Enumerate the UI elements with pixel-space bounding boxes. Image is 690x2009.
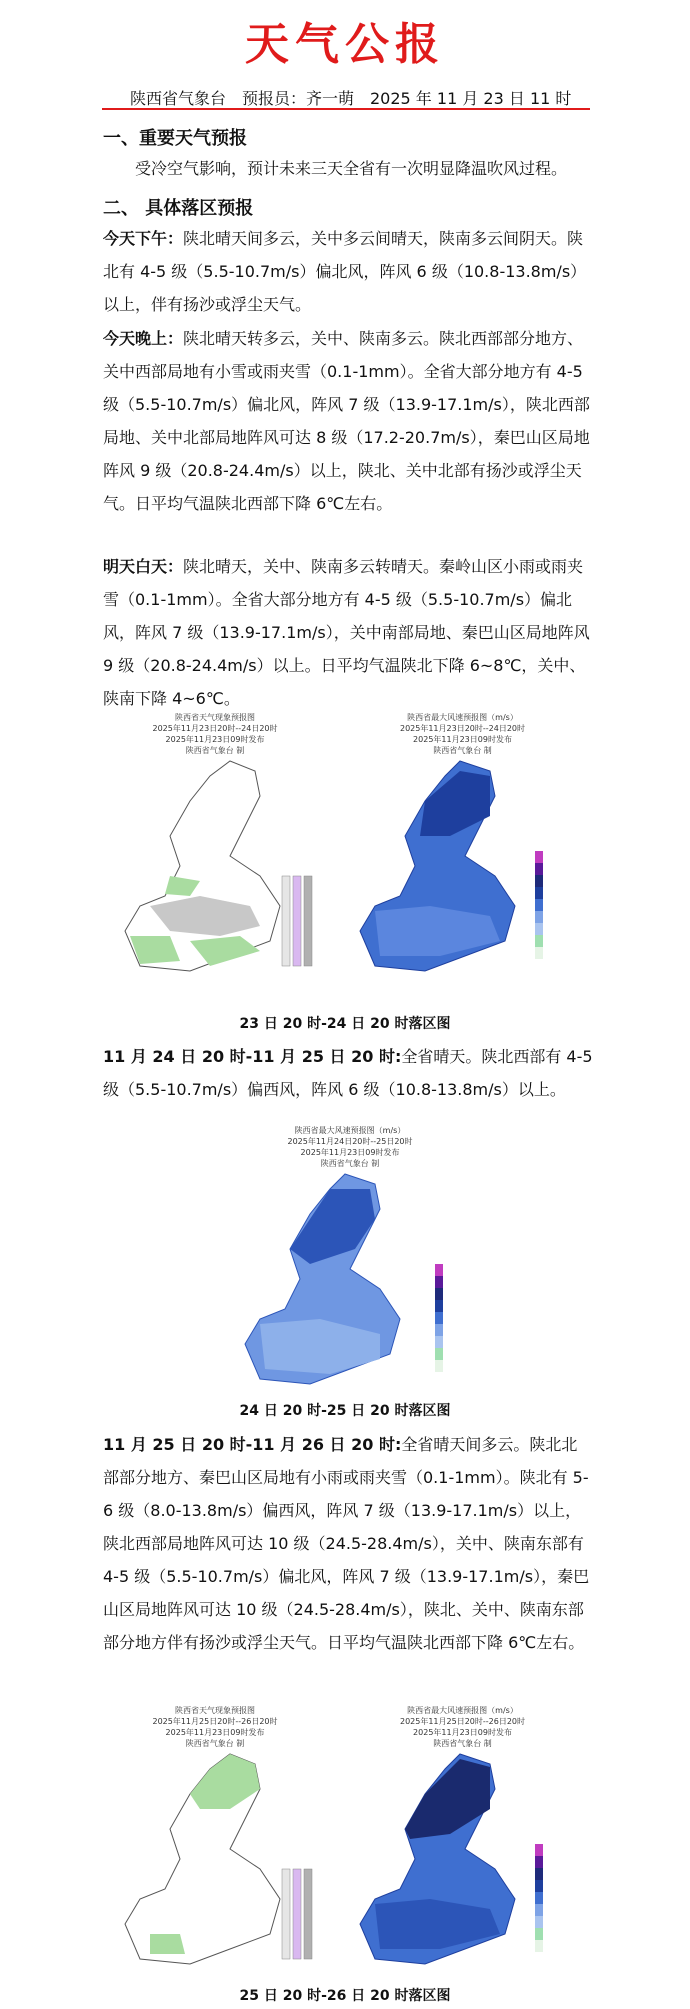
forecast-body: 陕北晴天，关中、陕南多云转晴天。秦岭山区小雨或雨夹雪（0.1-1mm）。全省大部分地方有 4-5 级（5.5-10.7m/s）偏北风，阵风 7 级（13.9-17.1m/s），关中南部局地、秦巴山区局地阵风 9 级（20.8-24.4m/s）以上。日平均气温陕北下降 6~8℃，关中、陕南下降 4~6℃。: [103, 557, 590, 708]
shaanxi-weather-map: [110, 1749, 320, 1974]
map-title: 陕西省最大风速预报图（m/s）: [294, 1126, 406, 1135]
map-org: 陕西省气象台 制: [433, 1739, 492, 1748]
map-title: 陕西省最大风速预报图（m/s）: [407, 713, 518, 722]
map-period: 2025年11月24日20时--25日20时: [287, 1137, 413, 1146]
wind-legend: [535, 851, 543, 959]
map-period: 2025年11月23日20时--24日20时: [152, 724, 278, 733]
map-title: 陕西省天气现象预报图: [175, 713, 255, 722]
map-org: 陕西省气象台 制: [185, 746, 245, 755]
shaanxi-wind-map: [350, 756, 575, 981]
map-issued: 2025年11月23日09时发布: [413, 1728, 512, 1737]
map-weather-25-26: [110, 1705, 320, 1975]
map-issued: 2025年11月23日09时发布: [300, 1148, 400, 1157]
caption-map-1: 23 日 20 时-24 日 20 时落区图: [239, 1016, 451, 1032]
map-weather-23-24: [110, 712, 320, 982]
forecast-lead: 今天晚上：: [103, 329, 184, 348]
map-issued: 2025年11月23日09时发布: [413, 735, 512, 744]
forecast-lead: 11 月 25 日 20 时-11 月 26 日 20 时:: [103, 1435, 402, 1454]
forecast-body: 陕北晴天转多云，关中、陕南多云。陕北西部部分地方、关中西部局地有小雪或雨夹雪（0.1-1mm）。全省大部分地方有 4-5 级（5.5-10.7m/s）偏北风，阵风 7 级（13.9-17.1m/s），陕北西部局地、关中北部局地阵风可达 8 级（17.2-20.7m/s），秦巴山区局地阵风 9 级（20.8-24.4m/s）以上，陕北、关中北部有扬沙或浮尘天气。日平均气温陕北西部下降 6℃左右。: [103, 329, 590, 513]
map-org: 陕西省气象台 制: [433, 746, 492, 755]
map-period: 2025年11月25日20时--26日20时: [152, 1717, 278, 1726]
byline: 陕西省气象台 预报员：齐一萌 2025 年 11 月 23 日 11 时: [130, 89, 572, 108]
forecast-lead: 明天白天：: [103, 557, 184, 576]
map-issued: 2025年11月23日09时发布: [165, 735, 265, 744]
forecast-body: 陕北晴天间多云，关中多云间晴天，陕南多云间阴天。陕北有 4-5 级（5.5-10.7m/s）偏北风，阵风 6 级（10.8-13.8m/s）以上，伴有扬沙或浮尘天气。: [103, 229, 587, 314]
forecast-lead: 今天下午：: [103, 229, 184, 248]
shaanxi-wind-map: [350, 1749, 575, 1974]
caption-map-2: 24 日 20 时-25 日 20 时落区图: [239, 1403, 451, 1419]
forecast-body: 全省晴天。陕北西部有 4-5 级（5.5-10.7m/s）偏西风，阵风 6 级（10.8-13.8m/s）以上。: [103, 1047, 593, 1099]
forecast-25-26: [103, 1428, 593, 1659]
wind-legend: [435, 1264, 443, 1372]
map-title: 陕西省天气现象预报图: [175, 1706, 255, 1715]
section-2-heading: 二、 具体落区预报: [103, 198, 254, 219]
caption-map-3: 25 日 20 时-26 日 20 时落区图: [239, 1988, 451, 2004]
map-org: 陕西省气象台 制: [320, 1159, 380, 1168]
section-1-heading: 一、重要天气预报: [103, 128, 247, 149]
map-title: 陕西省最大风速预报图（m/s）: [407, 1706, 518, 1715]
forecast-lead: 11 月 24 日 20 时-11 月 25 日 20 时:: [103, 1047, 402, 1066]
forecast-tomorrow-day: [103, 550, 593, 715]
header-rule: [102, 108, 590, 110]
masthead-title: 天气公报: [245, 19, 445, 70]
map-issued: 2025年11月23日09时发布: [165, 1728, 265, 1737]
section-1-text: 受冷空气影响，预计未来三天全省有一次明显降温吹风过程。: [135, 159, 568, 178]
map-wind-23-24: [350, 712, 575, 982]
forecast-24-25: [103, 1040, 593, 1106]
map-period: 2025年11月25日20时--26日20时: [399, 1717, 526, 1726]
map-wind-24-25: [230, 1125, 470, 1395]
wind-legend: [535, 1844, 543, 1952]
map-period: 2025年11月23日20时--24日20时: [399, 724, 526, 733]
forecast-this-afternoon: [103, 222, 593, 321]
map-org: 陕西省气象台 制: [185, 1739, 245, 1748]
forecast-tonight: [103, 322, 593, 520]
map-wind-25-26: [350, 1705, 575, 1975]
shaanxi-wind-map: [230, 1169, 470, 1394]
forecast-body: 全省晴天间多云。陕北北部部分地方、秦巴山区局地有小雨或雨夹雪（0.1-1mm）。陕北有 5-6 级（8.0-13.8m/s）偏西风，阵风 7 级（13.9-17.1m/s）以上，陕北西部局地阵风可达 10 级（24.5-28.4m/s），关中、陕南东部有 4-5 级（5.5-10.7m/s）偏北风，阵风 7 级（13.9-17.1m/s），秦巴山区局地阵风可达 10 级（24.5-28.4m/s），陕北、关中、陕南东部部分地方伴有扬沙或浮尘天气。日平均气温陕北西部下降 6℃左右。: [103, 1435, 590, 1652]
shaanxi-weather-map: [110, 756, 320, 981]
